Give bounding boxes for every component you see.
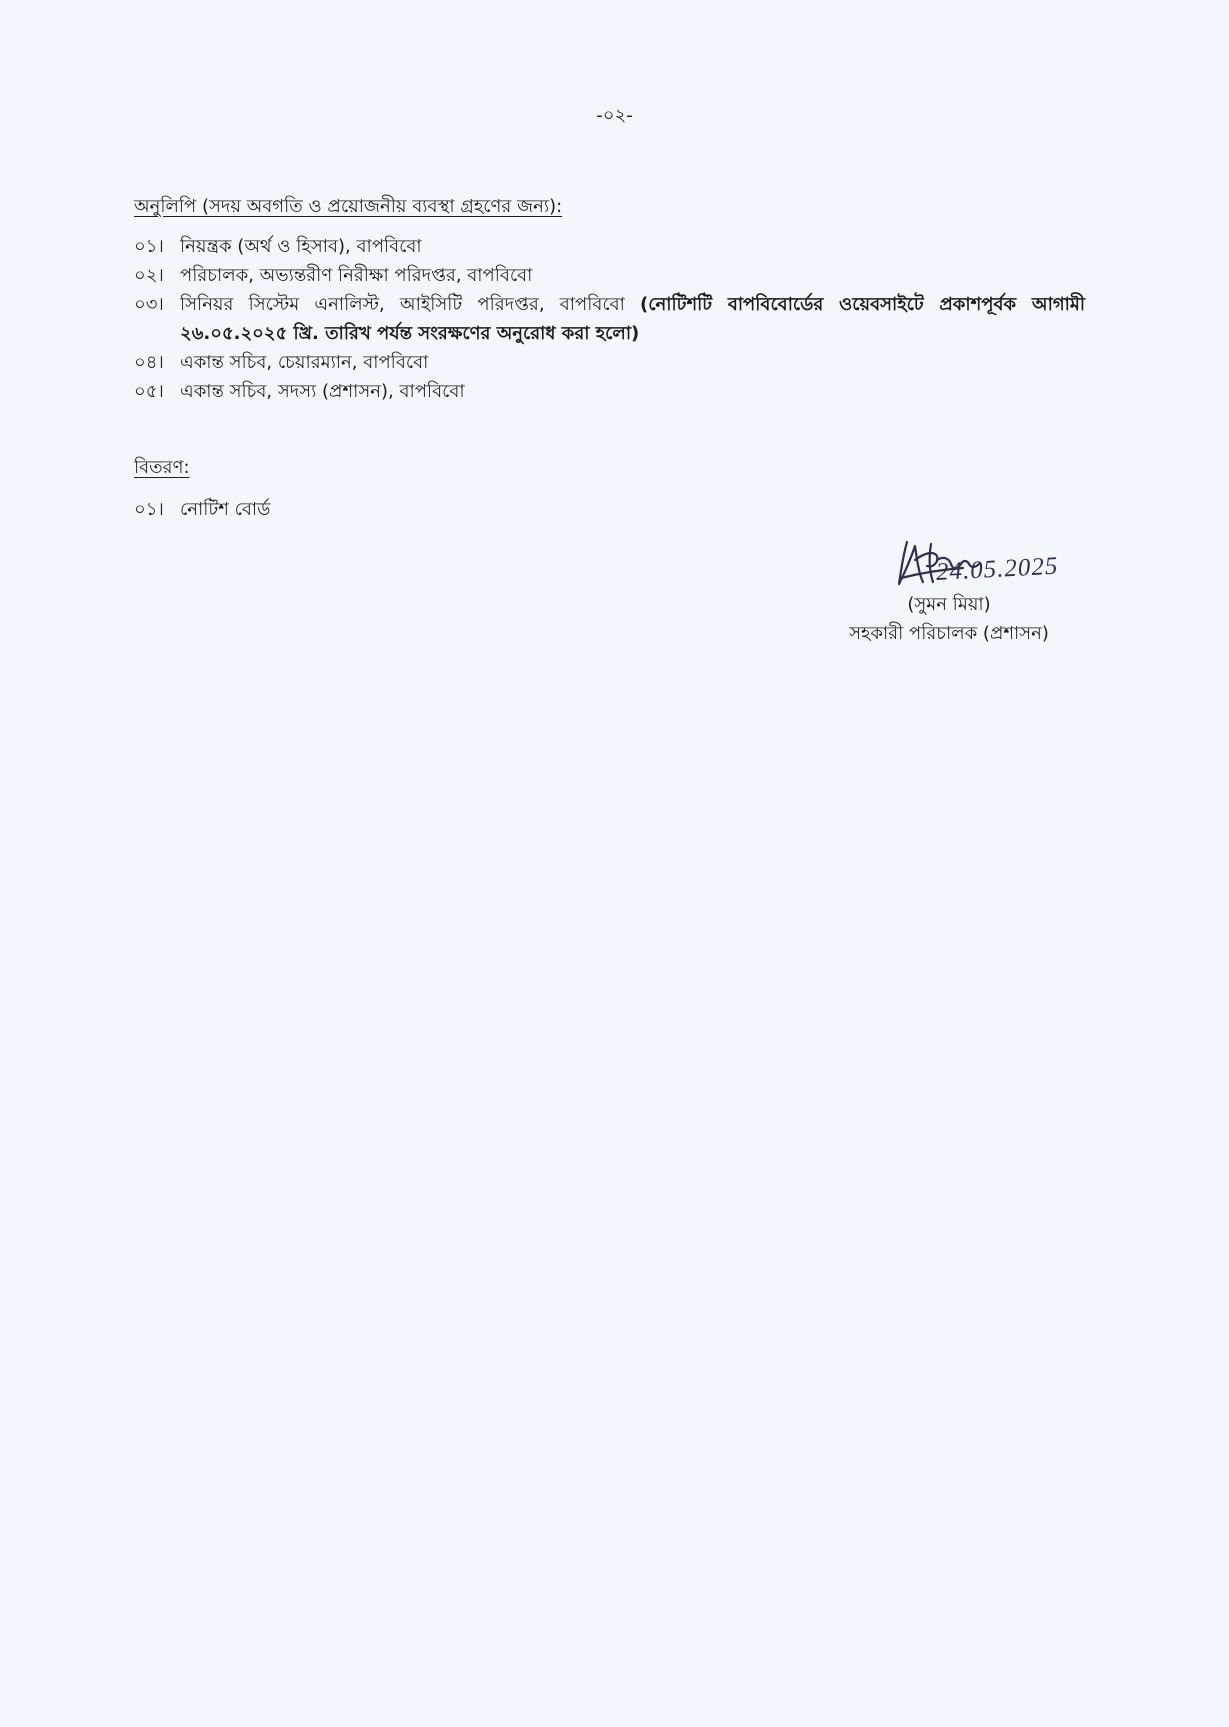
item-number: ০২। — [134, 265, 164, 286]
item-number: ০১। — [134, 236, 164, 257]
distribution-item — [134, 495, 1085, 524]
copy-list-item — [134, 261, 1085, 290]
copy-list-section — [134, 192, 1085, 406]
item-text-block — [180, 290, 1085, 348]
copy-list-item — [134, 348, 1085, 377]
item-text: নোটিশ বোর্ড — [180, 499, 271, 520]
signatory-designation: সহকারী পরিচালক (প্রশাসন) — [849, 623, 1049, 644]
distribution-heading: বিতরণ: — [134, 457, 190, 478]
copy-list-heading: অনুলিপি (সদয় অবগতি ও প্রয়োজনীয় ব্যবস্থা গ্রহণের জন্য): — [134, 196, 563, 217]
signature-date: 24.05.2025 — [935, 552, 1060, 586]
item-number: ০৪। — [134, 352, 164, 373]
item-text: সিনিয়র সিস্টেম এনালিস্ট, আইসিটি পরিদপ্তর, বাপবিবো — [180, 294, 625, 315]
item-number: ০৫। — [134, 381, 164, 402]
copy-list-item — [134, 290, 1085, 348]
signatory-block — [818, 590, 1080, 648]
item-number: ০১। — [134, 499, 164, 520]
distribution-section — [134, 453, 1085, 524]
copy-list-item — [134, 232, 1085, 261]
item-text: পরিচালক, অভ্যন্তরীণ নিরীক্ষা পরিদপ্তর, বাপবিবো — [180, 265, 533, 286]
copy-list-item — [134, 377, 1085, 406]
item-text: নিয়ন্ত্রক (অর্থ ও হিসাব), বাপবিবো — [180, 236, 422, 257]
signatory-name: (সুমন মিয়া) — [907, 594, 991, 615]
item-note-bold: (নোটিশটি বাপবিবোর্ডের ওয়েবসাইটে প্রকাশপূর্বক আগামী ২৬.০৫.২০২৫ খ্রি. তারিখ পর্যন্ত সংরক্ষণের অনুরোধ করা হলো) — [180, 294, 1085, 344]
item-number: ০৩। — [134, 294, 164, 315]
item-text: একান্ত সচিব, সদস্য (প্রশাসন), বাপবিবো — [180, 381, 465, 402]
item-text: একান্ত সচিব, চেয়ারম্যান, বাপবিবো — [180, 352, 429, 373]
page-number: -০২- — [596, 105, 633, 126]
